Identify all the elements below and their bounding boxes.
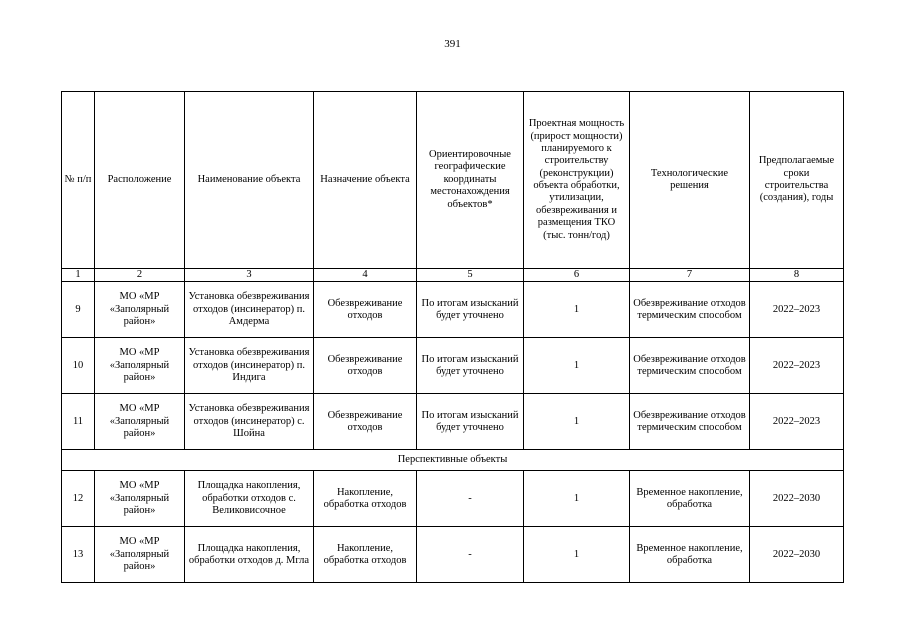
header-row <box>62 92 844 269</box>
cell-name: Установка обезвреживания отходов (инсинератор) п. Индига <box>185 338 314 394</box>
column-number: 8 <box>750 269 844 282</box>
cell-tech: Обезвреживание отходов термическим способом <box>630 394 750 450</box>
header-coords: Ориентировочные географические координаты местонахождения объектов* <box>417 92 524 269</box>
cell-tech: Обезвреживание отходов термическим способом <box>630 282 750 338</box>
cell-capacity: 1 <box>524 338 630 394</box>
section-title: Перспективные объекты <box>62 450 844 471</box>
header-location: Расположение <box>95 92 185 269</box>
header-years: Предполагаемые сроки строительства (создания), годы <box>750 92 844 269</box>
table-row <box>62 282 844 338</box>
column-number: 2 <box>95 269 185 282</box>
cell-coords: По итогам изысканий будет уточнено <box>417 282 524 338</box>
cell-coords: - <box>417 471 524 527</box>
column-number: 6 <box>524 269 630 282</box>
table-row <box>62 394 844 450</box>
section-row <box>62 450 844 471</box>
cell-years: 2022–2023 <box>750 282 844 338</box>
cell-coords: - <box>417 527 524 583</box>
cell-name: Площадка накопления, обработки отходов д. Мгла <box>185 527 314 583</box>
cell-tech: Временное накопление, обработка <box>630 471 750 527</box>
table-row <box>62 338 844 394</box>
column-number: 7 <box>630 269 750 282</box>
cell-purpose: Обезвреживание отходов <box>314 282 417 338</box>
column-number: 3 <box>185 269 314 282</box>
cell-location: МО «МР «Заполярный район» <box>95 527 185 583</box>
table-row <box>62 527 844 583</box>
cell-years: 2022–2030 <box>750 527 844 583</box>
cell-capacity: 1 <box>524 282 630 338</box>
cell-name: Площадка накопления, обработки отходов с. Великовисочное <box>185 471 314 527</box>
cell-tech: Временное накопление, обработка <box>630 527 750 583</box>
objects-table <box>61 91 844 583</box>
cell-num: 10 <box>62 338 95 394</box>
cell-num: 11 <box>62 394 95 450</box>
header-num: № п/п <box>62 92 95 269</box>
cell-coords: По итогам изысканий будет уточнено <box>417 338 524 394</box>
cell-num: 12 <box>62 471 95 527</box>
header-name: Наименование объекта <box>185 92 314 269</box>
cell-location: МО «МР «Заполярный район» <box>95 471 185 527</box>
column-number: 5 <box>417 269 524 282</box>
column-number-row <box>62 269 844 282</box>
cell-name: Установка обезвреживания отходов (инсинератор) п. Амдерма <box>185 282 314 338</box>
cell-capacity: 1 <box>524 394 630 450</box>
header-purpose: Назначение объекта <box>314 92 417 269</box>
cell-location: МО «МР «Заполярный район» <box>95 394 185 450</box>
page-number: 391 <box>444 38 461 50</box>
cell-years: 2022–2023 <box>750 338 844 394</box>
cell-years: 2022–2030 <box>750 471 844 527</box>
cell-tech: Обезвреживание отходов термическим способом <box>630 338 750 394</box>
cell-purpose: Обезвреживание отходов <box>314 338 417 394</box>
cell-location: МО «МР «Заполярный район» <box>95 338 185 394</box>
column-number: 1 <box>62 269 95 282</box>
cell-capacity: 1 <box>524 527 630 583</box>
cell-num: 13 <box>62 527 95 583</box>
header-capacity: Проектная мощность (прирост мощности) планируемого к строительству (реконструкции) объекта обработки, утилизации, обезвреживания и размещения ТКО (тыс. тонн/год) <box>524 92 630 269</box>
header-tech: Технологические решения <box>630 92 750 269</box>
cell-capacity: 1 <box>524 471 630 527</box>
cell-years: 2022–2023 <box>750 394 844 450</box>
column-number: 4 <box>314 269 417 282</box>
cell-purpose: Накопление, обработка отходов <box>314 471 417 527</box>
cell-purpose: Накопление, обработка отходов <box>314 527 417 583</box>
cell-coords: По итогам изысканий будет уточнено <box>417 394 524 450</box>
cell-name: Установка обезвреживания отходов (инсинератор) с. Шойна <box>185 394 314 450</box>
cell-purpose: Обезвреживание отходов <box>314 394 417 450</box>
table-row <box>62 471 844 527</box>
cell-num: 9 <box>62 282 95 338</box>
cell-location: МО «МР «Заполярный район» <box>95 282 185 338</box>
